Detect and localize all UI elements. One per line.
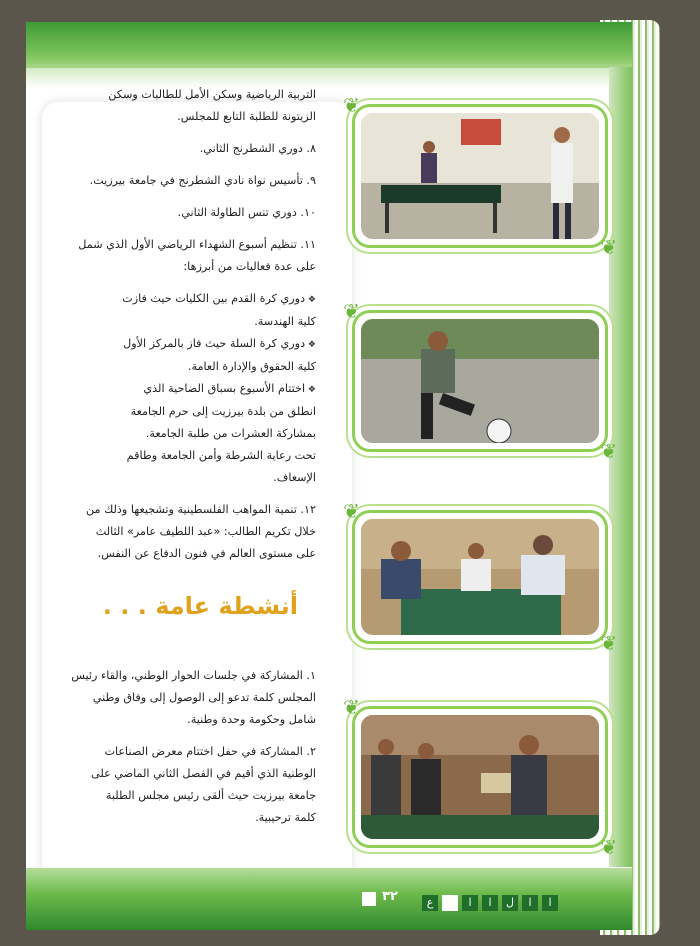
bullet-item: ❖ دوري كرة السلة حيث فاز بالمركز الأول <box>26 333 316 356</box>
list-item: ١. المشاركة في جلسات الحوار الوطني، والقاء رئيس <box>71 669 316 682</box>
photo-ceremony <box>361 715 599 839</box>
photo-frame-table-tennis <box>352 104 608 248</box>
section-title-text: أنشطة عامة <box>155 592 298 620</box>
footer-letter: ا <box>522 895 538 911</box>
photo-frame-football <box>352 310 608 452</box>
text-line: التربية الرياضية وسكن الأمل للطالبات وسكن <box>108 88 316 101</box>
footer-square <box>362 892 376 906</box>
footer-letter: ا <box>462 895 478 911</box>
bullet-item: ❖ اختتام الأسبوع بسباق الضاحية الذي <box>26 378 316 401</box>
text-line: تحت رعاية الشرطة وأمن الجامعة وطاقم <box>126 449 316 462</box>
article-text <box>26 84 316 829</box>
list-item: ٢. المشاركة في حفل اختتام معرض الصناعات <box>104 745 316 758</box>
text-line: على عدة فعاليات من أبرزها: <box>183 260 316 273</box>
right-green-strip <box>609 67 632 867</box>
text-line: الإسعاف. <box>273 471 316 484</box>
bullet-item: ❖ دوري كرة القدم بين الكليات حيث فازت <box>26 288 316 311</box>
photo-football <box>361 319 599 443</box>
footer-letter: ا <box>542 895 558 911</box>
text-line: انطلق من بلدة بيرزيت إلى حرم الجامعة <box>130 405 316 418</box>
section-title <box>26 591 298 621</box>
text-line: شامل وحكومة وحدة وطنية. <box>187 713 316 726</box>
footer-letter: ا <box>482 895 498 911</box>
footer-letter: ل <box>502 895 518 911</box>
text-line: جامعة بيرزيت حيث ألقى رئيس مجلس الطلبة <box>105 789 316 802</box>
list-item: ١١. تنظيم أسبوع الشهداء الرياضي الأول الذي شمل <box>78 238 316 251</box>
footer-letter-blocks <box>422 894 558 912</box>
section-title-dots: . . . <box>102 592 147 620</box>
top-green-band <box>26 22 632 68</box>
photo-frame-chess <box>352 510 608 644</box>
text-line: الوطنية الذي أقيم في الفصل الثاني الماضي على <box>91 767 316 780</box>
footer-letter: ع <box>422 895 438 911</box>
text-line: كلية الحقوق والإدارة العامة. <box>187 360 316 373</box>
photo-frame-ceremony <box>352 706 608 848</box>
photo-table-tennis <box>361 113 599 239</box>
text-line: بمشاركة العشرات من طلبة الجامعة. <box>145 427 316 440</box>
photo-chess <box>361 519 599 635</box>
list-item: ١٠. دوري تنس الطاولة الثاني. <box>177 206 316 219</box>
text-line: كلمة ترحيبية. <box>255 811 316 824</box>
footer-white-block <box>442 895 458 911</box>
text-line: كلية الهندسة. <box>254 315 316 328</box>
list-item: ١٢. تنمية المواهب الفلسطينية وتشجيعها وذلك من <box>86 503 316 516</box>
text-line: المجلس كلمة تدعو إلى الوصول إلى وفاق وطني <box>92 691 316 704</box>
list-item: ٩. تأسيس نواة نادي الشطرنج في جامعة بيرزيت. <box>89 174 316 187</box>
text-line: خلال تكريم الطالب: «عبد اللطيف عامر» الثالث <box>95 525 316 538</box>
list-item: ٨. دوري الشطرنج الثاني. <box>199 142 316 155</box>
text-line: الزيتونة للطلبة التابع للمجلس. <box>177 110 316 123</box>
page-number: ٣٢ <box>382 889 398 904</box>
text-line: على مستوى العالم في فنون الدفاع عن النفس. <box>97 547 316 560</box>
